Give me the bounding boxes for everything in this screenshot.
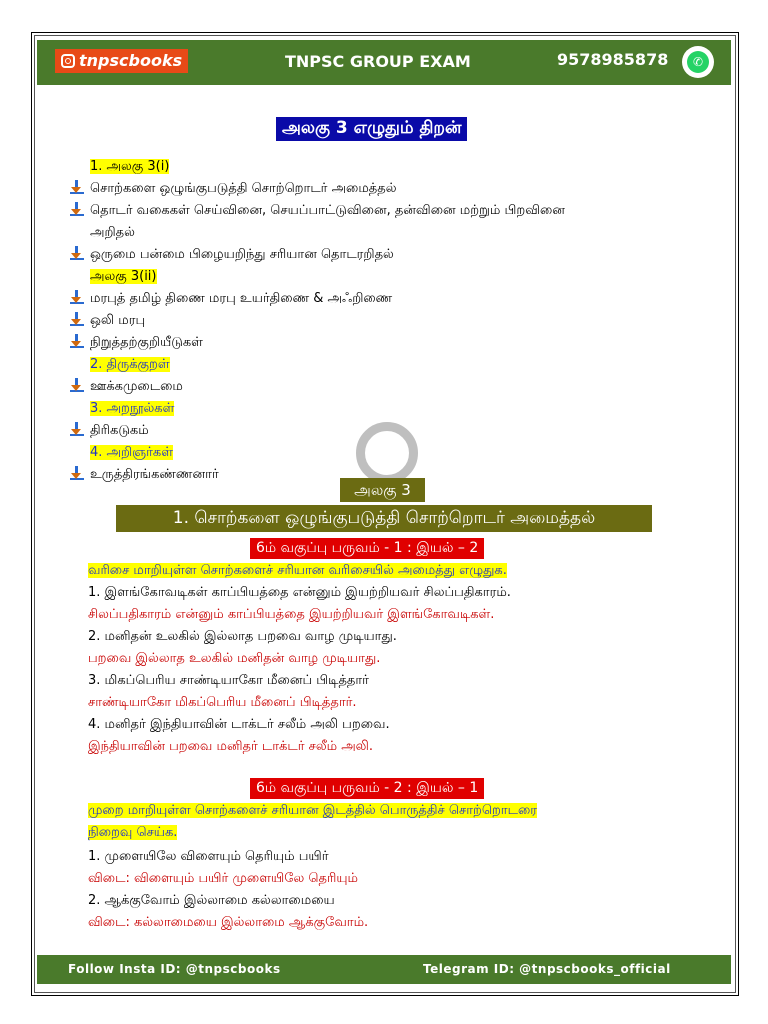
outline-item: ஒருமை பன்மை பிழையறிந்து சரியான தொடரறிதல் [70, 246, 394, 264]
arrow-down-icon [70, 378, 84, 392]
header-bar [37, 40, 731, 85]
question: 2. மனிதன் உலகில் இல்லாத பறவை வாழ முடியாது. [88, 629, 397, 644]
question: 1. முளையிலே விளையும் தெரியும் பயிர் [88, 849, 329, 864]
arrow-down-icon [70, 466, 84, 480]
instruction-2-continued: நிறைவு செய்க. [88, 825, 178, 840]
outline-item: தொடர் வகைகள் செய்வினை, செயப்பாட்டுவினை, தன்வினை மற்றும் பிறவினை [70, 202, 565, 220]
whatsapp-icon[interactable]: ✆ [682, 46, 714, 78]
outline-item: ஒலி மரபு [70, 312, 145, 330]
arrow-down-icon [70, 334, 84, 348]
answer: சாண்டியாகோ மிகப்பெரிய மீனைப் பிடித்தார். [88, 695, 357, 710]
footer-insta[interactable]: Follow Insta ID: @tnpscbooks [68, 962, 281, 976]
section-label-2: 6ம் வகுப்பு பருவம் - 2 : இயல் – 1 [250, 778, 484, 799]
outline-heading-5: 4. அறிஞர்கள் [90, 445, 173, 460]
logo-text: tnpscbooks [79, 51, 183, 70]
phone-number[interactable]: 9578985878 [557, 50, 669, 69]
answer: விடை: கல்லாமையை இல்லாமை ஆக்குவோம். [88, 915, 369, 930]
answer: பறவை இல்லாத உலகில் மனிதன் வாழ முடியாது. [88, 651, 381, 666]
outline-item: மரபுத் தமிழ் திணை மரபு உயர்திணை & அஃறிணை [70, 290, 392, 308]
answer: இந்தியாவின் பறவை மனிதர் டாக்டர் சலீம் அலி. [88, 739, 374, 754]
question: 4. மனிதர் இந்தியாவின் டாக்டர் சலீம் அலி பறவை. [88, 717, 390, 732]
instagram-icon [61, 54, 75, 68]
outline-item: நிறுத்தற்குறியீடுகள் [70, 334, 203, 352]
outline-heading-4: 3. அறநூல்கள் [90, 401, 175, 416]
section-heading: அலகு 3 எழுதும் திறன் [276, 117, 467, 141]
logo[interactable] [55, 49, 188, 73]
outline-heading-1: 1. அலகு 3(i) [90, 159, 170, 174]
arrow-down-icon [70, 202, 84, 216]
arrow-down-icon [70, 422, 84, 436]
footer-bar [37, 955, 731, 984]
outline-item: ஊக்கமுடைமை [70, 378, 183, 396]
section-label-1: 6ம் வகுப்பு பருவம் - 1 : இயல் – 2 [250, 538, 484, 559]
arrow-down-icon [70, 312, 84, 326]
instruction-1: வரிசை மாறியுள்ள சொற்களைச் சரியான வரிசையில் அமைத்து எழுதுக. [88, 563, 507, 578]
question: 1. இளங்கோவடிகள் காப்பியத்தை என்னும் இயற்றியவர் சிலப்பதிகாரம். [88, 585, 511, 600]
arrow-down-icon [70, 290, 84, 304]
exam-title: TNPSC GROUP EXAM [285, 52, 471, 71]
question: 2. ஆக்குவோம் இல்லாமை கல்லாமையை [88, 893, 335, 908]
outline-item: திரிகடுகம் [70, 422, 149, 440]
outline-item-continued: அறிதல் [90, 225, 135, 240]
outline-item: சொற்களை ஒழுங்குபடுத்தி சொற்றொடர் அமைத்தல் [70, 180, 397, 198]
unit-banner: அலகு 3 [340, 478, 425, 502]
answer: சிலப்பதிகாரம் என்னும் காப்பியத்தை இயற்றியவர் இளங்கோவடிகள். [88, 607, 495, 622]
instruction-2: முறை மாறியுள்ள சொற்களைச் சரியான இடத்தில் பொருத்திச் சொற்றொடரை [88, 803, 537, 818]
arrow-down-icon [70, 180, 84, 194]
answer: விடை: விளையும் பயிர் முளையிலே தெரியும் [88, 871, 358, 886]
topic-banner: 1. சொற்களை ஒழுங்குபடுத்தி சொற்றொடர் அமைத்தல் [116, 505, 652, 532]
outline-item: உருத்திரங்கண்ணனார் [70, 466, 219, 484]
footer-telegram[interactable]: Telegram ID: @tnpscbooks_official [423, 962, 671, 976]
outline-heading-2: அலகு 3(ii) [90, 269, 157, 284]
outline-heading-3: 2. திருக்குறள் [90, 357, 170, 372]
question: 3. மிகப்பெரிய சாண்டியாகோ மீனைப் பிடித்தார் [88, 673, 369, 688]
watermark-logo [356, 422, 418, 484]
arrow-down-icon [70, 246, 84, 260]
